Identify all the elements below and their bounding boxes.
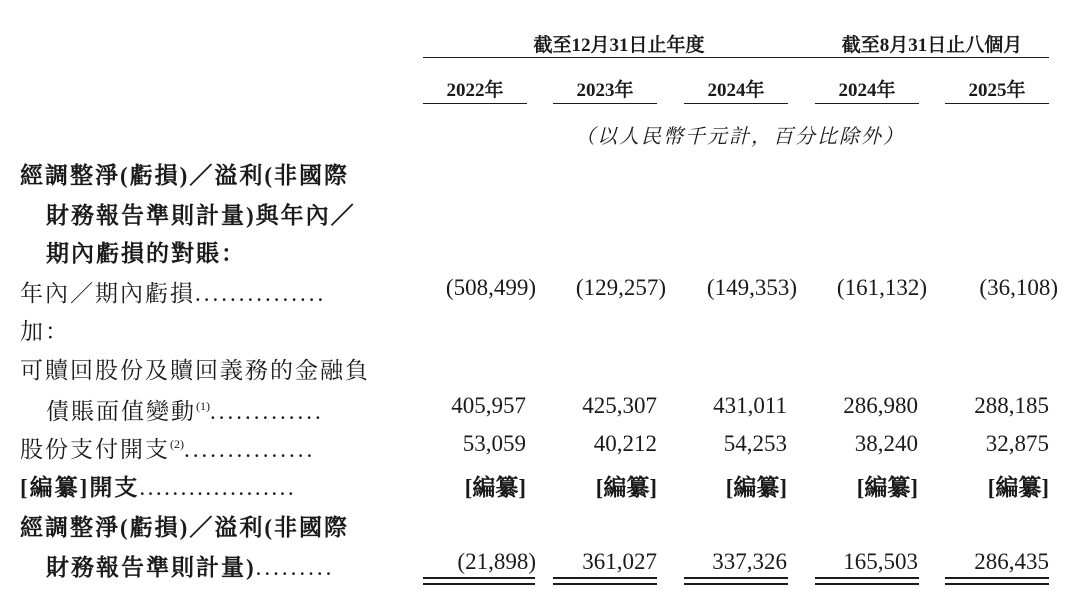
- value-cell: (129,257): [575, 275, 666, 300]
- total-label-line1: 經調整淨(虧損)／溢利(非國際: [20, 515, 349, 540]
- footnote-marker: (1): [196, 399, 210, 413]
- column-underline: [684, 103, 788, 104]
- total-label-text: 財務報告準則計量): [46, 555, 256, 580]
- column-header-2025-8m: 2025年: [968, 80, 1026, 101]
- value-cell: 53,059: [462, 431, 526, 456]
- total-value-cell: 165,503: [843, 549, 918, 574]
- section-title-line2: 財務報告準則計量)與年內／: [46, 203, 356, 228]
- column-underline: [945, 103, 1049, 104]
- value-cell: [編纂]: [595, 475, 657, 500]
- column-underline: [423, 103, 527, 104]
- row-label-net-loss: [20, 275, 326, 308]
- total-value-cell: 361,027: [582, 549, 657, 574]
- column-header-2022: 2022年: [446, 80, 504, 101]
- row-label-text: 股份支付開支: [20, 437, 170, 462]
- unit-note: （以人民幣千元計，百分比除外）: [575, 126, 905, 148]
- value-cell: 431,011: [713, 393, 787, 418]
- column-header-2023: 2023年: [576, 80, 634, 101]
- value-cell: 405,957: [451, 393, 526, 418]
- value-cell: 38,240: [854, 431, 918, 456]
- leader-dots: ...................: [139, 475, 297, 500]
- total-double-underline: [684, 577, 788, 585]
- column-header-2024: 2024年: [707, 80, 765, 101]
- header-underline: [423, 57, 815, 58]
- column-header-2024-8m: 2024年: [838, 80, 896, 101]
- total-value-cell: 337,326: [712, 549, 787, 574]
- value-cell: [編纂]: [987, 475, 1049, 500]
- value-cell: [編纂]: [725, 475, 787, 500]
- total-label: [46, 549, 334, 582]
- value-cell: (161,132): [836, 275, 927, 300]
- value-cell: 288,185: [974, 393, 1049, 418]
- row-label-share-based: [20, 431, 315, 464]
- row-label-redacted-expenses: [20, 469, 296, 502]
- section-title-line1: 經調整淨(虧損)／溢利(非國際: [20, 163, 349, 188]
- row-label-fair-value-line1: 可贖回股份及贖回義務的金融負: [20, 358, 370, 383]
- value-cell: 425,307: [582, 393, 657, 418]
- value-cell: 40,212: [593, 431, 657, 456]
- total-double-underline: [423, 577, 535, 585]
- column-underline: [815, 103, 919, 104]
- total-value-cell: 286,435: [974, 549, 1049, 574]
- leader-dots: ...............: [195, 281, 327, 306]
- row-label-text: [編纂]開支: [20, 475, 140, 500]
- value-cell: 32,875: [985, 431, 1049, 456]
- value-cell: [編纂]: [464, 475, 526, 500]
- leader-dots: ...............: [184, 437, 316, 462]
- total-value-cell: (21,898): [457, 549, 536, 574]
- row-label-text: 債賬面值變動: [46, 399, 196, 424]
- period-group-eightmonths-header: 截至8月31日止八個月: [841, 35, 1023, 56]
- value-cell: 286,980: [843, 393, 918, 418]
- row-label-add: 加：: [20, 319, 70, 344]
- row-label-text: 年內／期內虧損: [20, 281, 195, 306]
- total-double-underline: [815, 577, 919, 585]
- value-cell: (149,353): [706, 275, 797, 300]
- section-title-line3: 期內虧損的對賬：: [46, 241, 246, 266]
- value-cell: [編纂]: [856, 475, 918, 500]
- value-cell: (508,499): [445, 275, 536, 300]
- value-cell: (36,108): [979, 275, 1058, 300]
- leader-dots: .........: [255, 555, 335, 580]
- period-group-year-header: 截至12月31日止年度: [533, 35, 705, 56]
- footnote-marker: (2): [170, 437, 184, 451]
- value-cell: 54,253: [723, 431, 787, 456]
- leader-dots: .............: [210, 399, 324, 424]
- header-underline: [815, 57, 1049, 58]
- total-double-underline: [945, 577, 1049, 585]
- total-double-underline: [553, 577, 657, 585]
- column-underline: [553, 103, 657, 104]
- row-label-fair-value: [46, 393, 324, 426]
